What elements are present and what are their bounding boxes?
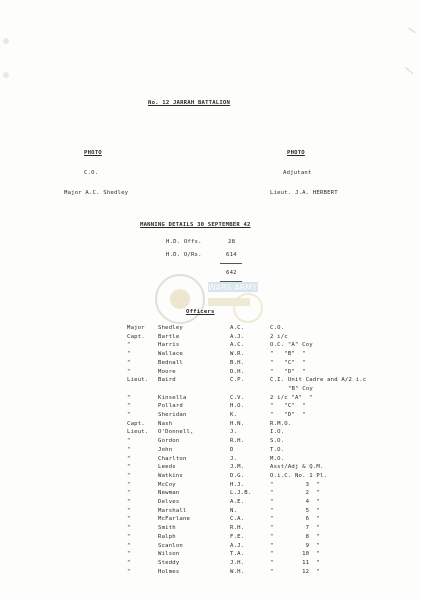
officer-rank: " <box>127 533 131 540</box>
officer-initials: J. <box>230 429 238 436</box>
officer-name: Sheridan <box>158 412 187 418</box>
officer-initials: R.H. <box>230 438 245 445</box>
officer-name: Pollard <box>158 403 183 410</box>
officer-initials: J.M. <box>230 464 245 471</box>
officer-rank: " <box>127 516 131 523</box>
officer-role: T.O. <box>270 446 285 453</box>
ors-value: 614 <box>226 252 237 258</box>
officer-name: Smith <box>158 525 176 532</box>
officer-name: Newman <box>158 490 180 497</box>
officer-initials: D <box>230 446 234 453</box>
officer-name: Bednall <box>158 359 183 366</box>
officer-role: C.I. Unit Cadre and A/2 i.c <box>270 377 367 384</box>
officer-name: Marshall <box>158 507 187 514</box>
officer-role: R.M.O. <box>270 420 292 427</box>
officer-name: Steddy <box>158 559 180 566</box>
officer-name: McFarlane <box>158 516 191 523</box>
offs-label: H.D. Offs. <box>166 239 202 245</box>
officer-role: " "B" " <box>270 351 306 358</box>
co-photo-label: PHOTO <box>84 150 102 156</box>
officer-initials: F.E. <box>230 533 245 540</box>
adjutant-role: Adjutant <box>283 170 312 176</box>
officer-role: O.C. "A" Coy <box>270 342 313 349</box>
officer-name: Holmes <box>158 568 180 575</box>
officer-initials: C.P. <box>230 377 245 384</box>
manning-heading: MANNING DETAILS 30 SEPTEMBER 42 <box>140 222 251 228</box>
officer-initials: A.E. <box>230 499 245 505</box>
officer-role: S.O. <box>270 438 285 445</box>
officer-rank: " <box>127 542 131 549</box>
officer-rank: " <box>127 403 131 410</box>
officer-name: Wallace <box>158 351 183 358</box>
officer-initials: T.A. <box>230 551 245 558</box>
officer-role: " 7 " <box>270 525 320 532</box>
adjutant-name: Lieut. J.A. HERBERT <box>270 190 338 196</box>
officer-rank: " <box>127 551 131 558</box>
officer-role: " 9 " <box>270 542 320 549</box>
officer-rank: " <box>127 394 131 401</box>
officer-initials: R.H. <box>230 525 245 532</box>
officer-name: Kinsella <box>158 394 187 401</box>
officer-name: O'Donnell, <box>158 429 194 436</box>
officer-role: " 11 " <box>270 559 320 566</box>
officer-initials: D.G. <box>230 472 245 479</box>
officer-initials: H.O. <box>230 403 245 410</box>
officer-initials: A.C. <box>230 325 245 331</box>
officer-initials: A.J. <box>230 333 245 340</box>
officer-initials: H.N. <box>230 420 245 427</box>
officer-role: "B" Coy <box>288 385 313 392</box>
officer-initials: N. <box>230 507 238 514</box>
officer-name: John <box>158 446 173 453</box>
officer-initials: W.R. <box>230 351 245 358</box>
officer-role: I.O. <box>270 429 285 436</box>
total-value: 642 <box>226 270 237 276</box>
officer-initials: J.H. <box>230 559 245 566</box>
officer-role: M.O. <box>270 455 285 462</box>
officer-role: 2 i/c "A" " <box>270 394 313 401</box>
officer-role: O.i.C. No. 1 Pl. <box>270 472 328 479</box>
officer-rank: " <box>127 481 131 488</box>
officer-initials: H.J. <box>230 481 245 488</box>
officer-name: McCoy <box>158 481 176 488</box>
officer-role: " "D" " <box>270 412 306 418</box>
officer-rank: " <box>127 455 131 462</box>
officer-role: " 2 " <box>270 490 320 497</box>
officer-initials: D.H. <box>230 368 245 375</box>
officer-rank: " <box>127 525 131 532</box>
officer-role: " 4 " <box>270 499 320 505</box>
officer-rank: " <box>127 446 131 453</box>
officer-rank: " <box>127 412 131 418</box>
co-name: Major A.C. Shedley <box>64 190 129 196</box>
officer-name: Leeds <box>158 464 176 471</box>
officer-name: Harris <box>158 342 180 349</box>
officer-name: Bartle <box>158 333 180 340</box>
officer-role: " 8 " <box>270 533 320 540</box>
officer-name: Shedley <box>158 325 183 331</box>
officer-rank: " <box>127 559 131 566</box>
officer-role: " 10 " <box>270 551 320 558</box>
officer-rank: Capt. <box>127 333 145 340</box>
officer-rank: " <box>127 368 131 375</box>
officer-name: Ralph <box>158 533 176 540</box>
officer-rank: " <box>127 499 131 505</box>
officer-initials: K. <box>230 412 238 418</box>
officer-initials: B.H. <box>230 359 245 366</box>
adjutant-photo-label: PHOTO <box>287 150 305 156</box>
punch-hole <box>3 72 9 78</box>
officer-rank: " <box>127 507 131 514</box>
sum-rule <box>220 263 242 264</box>
officer-role: " 3 " <box>270 481 320 488</box>
officer-rank: " <box>127 351 131 358</box>
officer-name: Baird <box>158 377 176 384</box>
scan-mark <box>405 67 413 74</box>
scan-mark <box>408 28 415 33</box>
battalion-title: No. 12 JARRAH BATTALION <box>148 100 231 106</box>
officer-name: Wilson <box>158 551 180 558</box>
co-role: C.O. <box>84 170 99 176</box>
officer-role: C.O. <box>270 325 285 331</box>
watermark-text: WARS ARMY <box>208 283 257 292</box>
officer-name: Scanlon <box>158 542 183 549</box>
officer-name: Charlton <box>158 455 187 462</box>
officer-rank: " <box>127 472 131 479</box>
officer-rank: " <box>127 490 131 497</box>
officer-role: Asst/Adj & Q.M. <box>270 464 324 471</box>
officer-initials: A.C. <box>230 342 245 349</box>
officer-role: " 5 " <box>270 507 320 514</box>
officer-initials: C.A. <box>230 516 245 523</box>
offs-value: 28 <box>228 239 236 245</box>
officer-rank: " <box>127 464 131 471</box>
officer-name: Moore <box>158 368 176 375</box>
officer-rank: " <box>127 438 131 445</box>
watermark-seal <box>150 268 270 330</box>
officer-name: Gordon <box>158 438 180 445</box>
officer-name: Delves <box>158 499 180 505</box>
officer-role: " "D" " <box>270 368 306 375</box>
punch-hole <box>3 38 9 44</box>
ors-label: H.D. O/Rs. <box>166 252 202 258</box>
officer-name: Nash <box>158 420 173 427</box>
officer-rank: Major <box>127 325 145 331</box>
officer-initials: C.V. <box>230 394 245 401</box>
officer-name: Watkins <box>158 472 183 479</box>
officer-rank: " <box>127 359 131 366</box>
officer-role: " "C" " <box>270 403 306 410</box>
officer-role: " 12 " <box>270 568 320 575</box>
officer-initials: L.J.B. <box>230 490 252 497</box>
officer-rank: Lieut. <box>127 429 149 436</box>
officer-rank: Capt. <box>127 420 145 427</box>
officer-role: " 6 " <box>270 516 320 523</box>
officer-rank: Lieut. <box>127 377 149 384</box>
officer-role: 2 i/c <box>270 333 288 340</box>
officer-initials: J. <box>230 455 238 462</box>
officers-heading: Officers <box>186 309 215 315</box>
officer-role: " "C" " <box>270 359 306 366</box>
officer-rank: " <box>127 568 131 575</box>
officer-initials: W.H. <box>230 568 245 575</box>
officer-initials: A.J. <box>230 542 245 549</box>
officer-rank: " <box>127 342 131 349</box>
